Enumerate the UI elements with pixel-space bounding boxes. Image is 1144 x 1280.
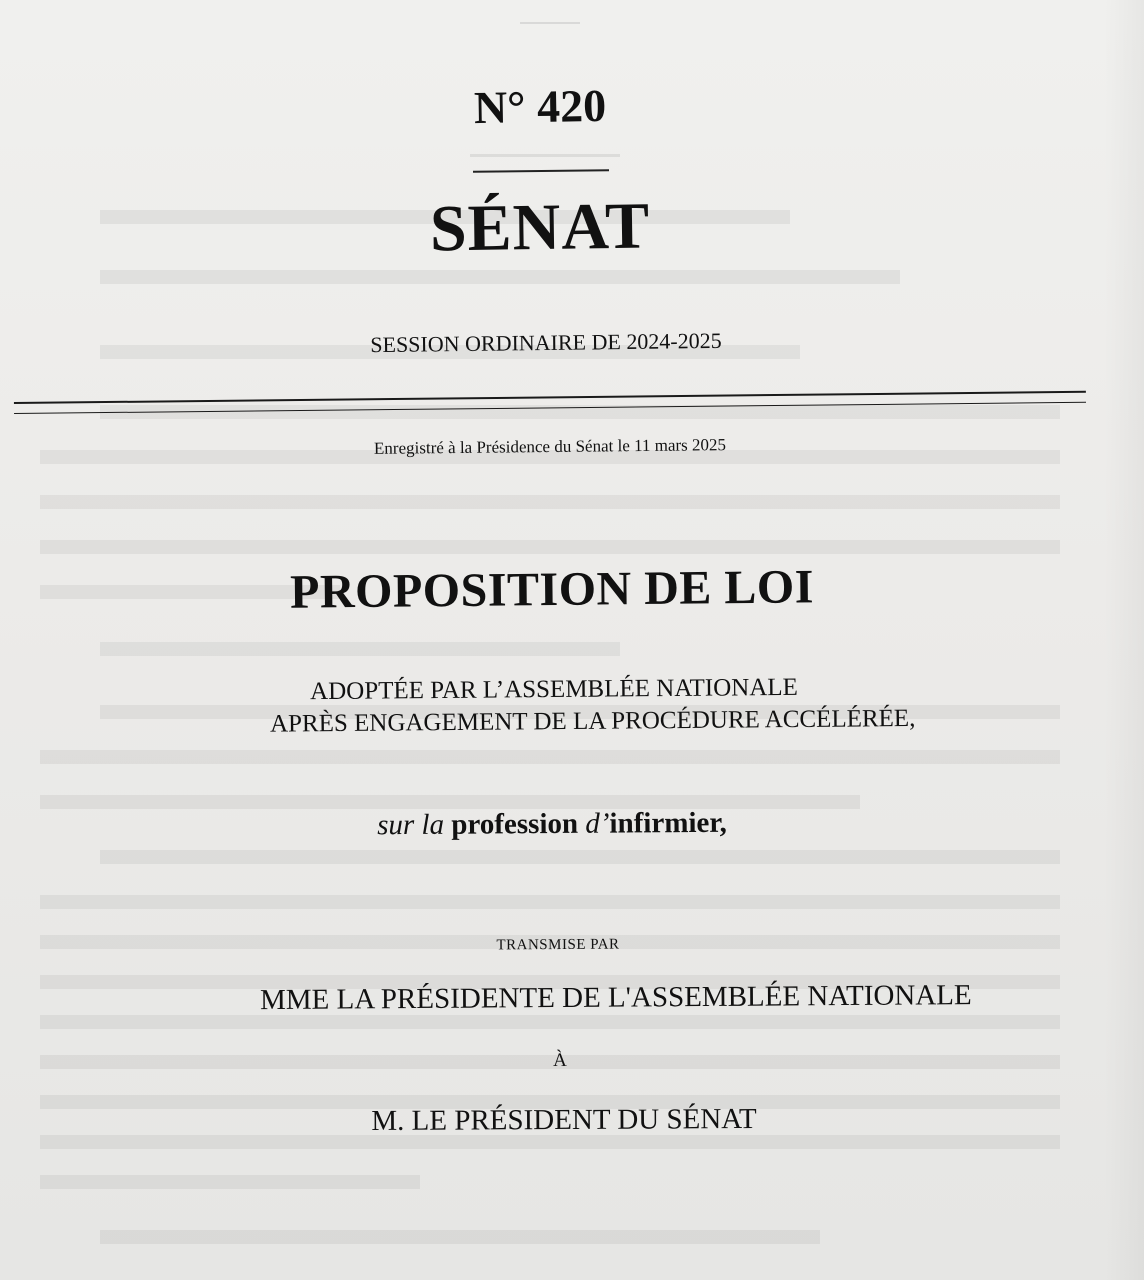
recipient: M. LE PRÉSIDENT DU SÉNAT — [371, 1102, 757, 1138]
subject-preposition: d’ — [585, 807, 610, 840]
subject-prefix: sur la — [377, 808, 445, 842]
subject-line — [252, 806, 852, 843]
registration-date: Enregistré à la Présidence du Sénat le 11 mars 2025 — [373, 435, 727, 458]
adoption-line-1: ADOPTÉE PAR L’ASSEMBLÉE NATIONALE — [309, 673, 798, 706]
chamber-title: SÉNAT — [429, 189, 651, 266]
subject-word-profession: profession — [451, 807, 579, 841]
document-type-title: PROPOSITION DE LOI — [289, 560, 815, 619]
document-number: N° 420 — [473, 79, 607, 134]
sender: MME LA PRÉSIDENTE DE L'ASSEMBLÉE NATIONALE — [259, 979, 972, 1017]
session-label: SESSION ORDINAIRE DE 2024-2025 — [370, 327, 722, 358]
transmitted-by-label: TRANSMISE PAR — [496, 936, 620, 954]
short-divider — [473, 169, 609, 172]
page-edge-shadow — [1104, 0, 1144, 1280]
recipient-preposition: À — [553, 1049, 567, 1072]
adoption-line-2: APRÈS ENGAGEMENT DE LA PROCÉDURE ACCÉLÉRÉE, — [269, 704, 916, 738]
double-divider — [14, 391, 1086, 414]
subject-word-infirmier: infirmier, — [609, 806, 727, 840]
